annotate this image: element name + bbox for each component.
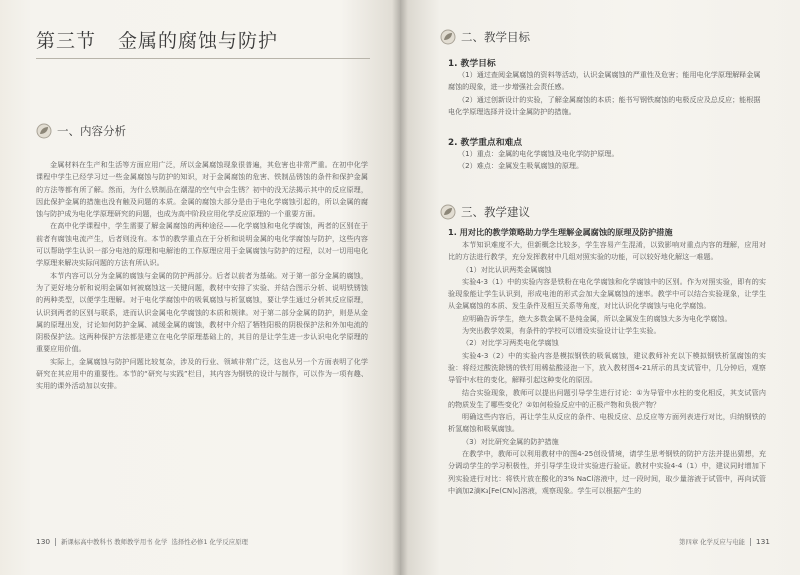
title-divider (36, 58, 370, 59)
paragraph: 在教学中，教师可以利用教材中的图4-25创设情境，请学生思考钢铁的防护方法并提出猜想，充分调动学生的学习积极性，并引导学生设计实验进行验证。教材中实验4-4（1）中，建议同时增加下列实验进行对比：将铁片放在酸化的3% NaCl溶液中，过一段时间，取少量溶液于试管中，再向试管中滴加2滴K₃[Fe(CN)₆]溶液，观察现象。学生可以根据产生的 (448, 449, 766, 495)
paragraph: 实验4-3（2）中的实验内容是模拟钢铁的吸氧腐蚀，建议教师补充以下模拟钢铁析氢腐蚀的实验：将经过酸洗除锈的铁钉用稀盐酸浸泡一下，放入教材图4-21所示的具支试管中，几分钟后，观察导管中水柱的变化，解释引起这种变化的原因。 (448, 350, 766, 385)
page-number: 130 (36, 537, 51, 546)
footer-book-subtitle: 选择性必修1 化学反应原理 (171, 538, 248, 546)
subheading: （2）对比学习两类电化学腐蚀 (462, 338, 559, 348)
heading-text: 三、教学建议 (461, 205, 530, 219)
heading-teaching-suggestions (440, 204, 530, 220)
right-footer (679, 537, 770, 546)
paragraph: 实验4-3（1）中的实验内容是铁粉在电化学腐蚀和化学腐蚀中的区别。作为对照实验，即有的实验现象能让学生认识到，形成电池的形式会加大金属腐蚀的速率。教学中可以结合实验现象，让学生从金属腐蚀的本质、发生条件及相互关系等角度，对比认识化学腐蚀与电化学腐蚀。 (448, 276, 766, 311)
paragraph: 为突出教学效果，有条件的学校可以增设实验设计让学生实验。 (462, 326, 661, 336)
paragraph: 应明确告诉学生，绝大多数金属不是纯金属，所以金属发生的腐蚀大多为电化学腐蚀。 (462, 313, 732, 323)
suggestion-title: 1. 用对比的教学策略助力学生理解金属腐蚀的原理及防护措施 (448, 227, 673, 237)
paragraph: 本节内容可以分为金属的腐蚀与金属的防护两部分。后者以前者为基础。对于第一部分金属的腐蚀，为了更好地分析和说明金属如何被腐蚀这一关键问题，教材中安排了实验、并结合图示分析、说明铁锈蚀的两种类型，以便学生理解。对于电化学腐蚀中的吸氧腐蚀与析氢腐蚀，要让学生通过分析其反应原理，认识到两者的区别与联系，进而认识金属电化学腐蚀的本质和规律。对于第二部分金属的防护，则是从金属的原理出发，讨论如何防护金属、减缓金属的腐蚀，教材中介绍了牺牲阳极的阴极保护法和外加电流的阴极保护法。这两种保护方法都是建立在电化学原理基础上的，其目的是让学生进一步认识电化学原理的重要应用价值。 (36, 270, 368, 354)
paragraph: 结合实验现象，教师可以提出问题引导学生进行讨论：①为导管中水柱的变化相反，其支试管内的物质发生了哪些变化？②如何检验反应中的正极产物和负极产物？ (448, 387, 766, 409)
paragraph: 明确这些内容后，再让学生从反应的条件、电极反应、总反应等方面列表进行对比，归纳钢铁的析氢腐蚀和吸氧腐蚀。 (448, 412, 766, 434)
list-item: （1）重点：金属的电化学腐蚀及电化学防护原理。 (458, 149, 619, 158)
section-title-text: 金属的腐蚀与防护 (118, 30, 279, 52)
leaf-icon (440, 29, 456, 45)
leaf-icon (36, 123, 52, 139)
suggestion-body (448, 239, 766, 497)
list-item: （1）通过查阅金属腐蚀的资料等活动，认识金属腐蚀的严重性及危害；能用电化学原理解释金属腐蚀的现象，进一步增强社会责任感。 (448, 70, 761, 92)
list-item: （2）难点：金属发生吸氧腐蚀的原理。 (458, 161, 584, 171)
heading-teaching-goals (440, 29, 530, 45)
paragraph: 实际上，金属腐蚀与防护问题比较复杂，涉及的行业、领域非常广泛，这也从另一个方面表明了化学研究在其应用中的重要性。本节的“研究与实践”栏目，其内容为钢铁的设计与制作，可以作为一项有趣、实用的课外活动加以安排。 (36, 356, 368, 391)
subheading: （1）对比认识两类金属腐蚀 (462, 264, 552, 274)
heading-text: 二、教学目标 (461, 30, 530, 44)
section-number: 第三节 (36, 30, 97, 52)
page-number: 131 (755, 537, 770, 546)
footer-chapter: 第四章 化学反应与电能 (678, 538, 745, 546)
right-page (400, 0, 800, 575)
goals-title: 1. 教学目标 (448, 59, 496, 69)
list-item: （2）通过创新设计的实验，了解金属腐蚀的本质；能书写钢铁腐蚀的电极反应及总反应；能根据电化学原理选择并设计金属防护的措施。 (448, 94, 761, 116)
content-analysis-body (36, 159, 368, 393)
paragraph: 在高中化学课程中，学生需要了解金属腐蚀的两种途径——化学腐蚀和电化学腐蚀，两者的区别在于前者有腐蚀电流产生，后者则没有。本节的教学重点在于分析和说明金属的电化学腐蚀与防护，这些内容可以帮助学生认识一部分电池的原理和电解池的工作原理应用于金属腐蚀与防护的过程，以对一切用电化学原理来解决实际问题的方法有所认识。 (36, 221, 368, 268)
subheading: （3）对比研究金属的防护措施 (462, 436, 559, 446)
goals-list (448, 69, 766, 118)
keys-list (448, 148, 766, 173)
left-footer (36, 537, 248, 546)
paragraph: 金属材料在生产和生活等方面应用广泛，所以金属腐蚀现象很普遍，其危害也非常严重。在初中化学课程中学生已经学习过一些金属腐蚀与防护的知识，对于金属腐蚀的危害、铁制品锈蚀的条件和保护金属的方法等都有所了解。然而，为什么铁制品在潮湿的空气中会生锈？初中的没无法揭示其中的反应原理，因此保护金属的措施也没有触及问题的本质。金属的腐蚀大部分是由于电化学腐蚀引起的，所以金属的腐蚀与防护成为电化学原理研究的问题，也成为高中阶段应用化学反应原理的一个重要方面。 (36, 160, 368, 219)
leaf-icon (440, 204, 456, 220)
footer-book-title: 新课标高中教科书 教师教学用书 化学 (61, 538, 168, 546)
paragraph: 本节知识难度不大，但新概念比较多，学生容易产生混淆，以致影响对重点内容的理解，应用对比的方法进行教学，充分发挥教材中几组对照实验的功能，可以较好地化解这一难题。 (448, 240, 766, 262)
heading-text: 一、内容分析 (57, 124, 126, 138)
section-title (36, 26, 278, 53)
keys-title: 2. 教学重点和难点 (448, 138, 523, 148)
heading-content-analysis (36, 123, 126, 139)
book-gutter (392, 0, 408, 575)
